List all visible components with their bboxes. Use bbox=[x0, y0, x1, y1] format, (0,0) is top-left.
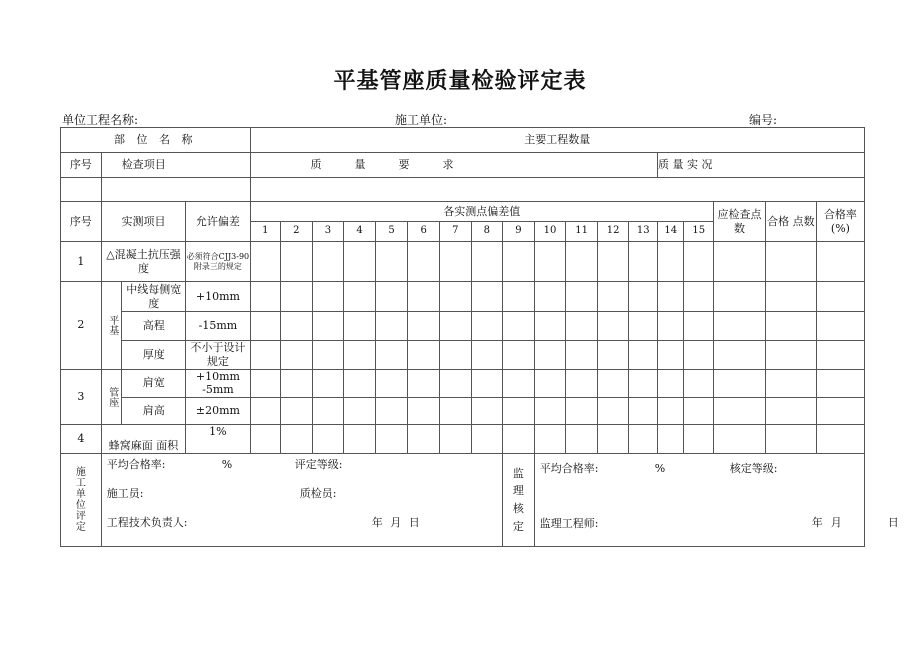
measurement-cell[interactable] bbox=[439, 398, 471, 425]
point-number: 2 bbox=[281, 222, 313, 242]
measurement-cell[interactable] bbox=[597, 369, 629, 398]
measurement-cell[interactable] bbox=[816, 425, 864, 454]
measurement-cell[interactable] bbox=[534, 242, 566, 282]
item-name: 肩高 bbox=[122, 398, 186, 425]
item-seq: 4 bbox=[61, 425, 102, 454]
measurement-cell[interactable] bbox=[503, 282, 535, 312]
measurement-cell[interactable] bbox=[657, 425, 683, 454]
measurement-cell[interactable] bbox=[312, 242, 344, 282]
item-allowance: ±20mm bbox=[186, 398, 250, 425]
measurement-cell[interactable] bbox=[713, 341, 765, 370]
measurement-cell[interactable] bbox=[713, 242, 765, 282]
measurement-cell[interactable] bbox=[684, 312, 714, 341]
measurement-cell[interactable] bbox=[471, 369, 503, 398]
measurement-cell[interactable] bbox=[312, 312, 344, 341]
measurement-cell[interactable] bbox=[684, 282, 714, 312]
check-item-header: 检查项目 bbox=[101, 153, 250, 178]
item-seq: 2 bbox=[61, 282, 102, 370]
sup-percent-sign: % bbox=[654, 462, 666, 475]
sup-engineer-label: 监理工程师: bbox=[539, 517, 599, 530]
measurement-cell[interactable] bbox=[566, 398, 598, 425]
measurement-cell[interactable] bbox=[408, 242, 440, 282]
allowed-deviation-header: 允许偏差 bbox=[186, 202, 250, 242]
page-title: 平基管座质量检验评定表 bbox=[333, 68, 587, 94]
measurement-cell[interactable] bbox=[439, 242, 471, 282]
measurement-cell[interactable] bbox=[439, 425, 471, 454]
measurement-cell[interactable] bbox=[684, 369, 714, 398]
measurement-cell[interactable] bbox=[312, 398, 344, 425]
measurement-cell[interactable] bbox=[250, 341, 281, 370]
inspector-label: 质检员: bbox=[299, 487, 337, 500]
measurement-cell[interactable] bbox=[657, 398, 683, 425]
measurement-cell[interactable] bbox=[471, 242, 503, 282]
measured-item-header: 实测项目 bbox=[101, 202, 186, 242]
item-name: △混凝土抗压强度 bbox=[101, 242, 186, 282]
measurement-cell[interactable] bbox=[344, 312, 376, 341]
measurement-cell[interactable] bbox=[281, 398, 313, 425]
should-check-header: 应检查点数 bbox=[713, 202, 765, 242]
item-allowance: +10mm bbox=[186, 282, 250, 312]
measurement-cell[interactable] bbox=[312, 425, 344, 454]
measurement-cell[interactable] bbox=[503, 369, 535, 398]
measurement-cell[interactable] bbox=[657, 341, 683, 370]
measurement-cell[interactable] bbox=[281, 312, 313, 341]
measurement-cell[interactable] bbox=[684, 398, 714, 425]
measurement-cell[interactable] bbox=[816, 282, 864, 312]
measurement-cell[interactable] bbox=[597, 341, 629, 370]
point-number: 8 bbox=[471, 222, 503, 242]
item-name: 中线每侧宽度 bbox=[122, 282, 186, 312]
measurement-cell[interactable] bbox=[629, 341, 658, 370]
sup-day-label: 日 bbox=[887, 516, 899, 529]
item-allowance: -15mm bbox=[186, 312, 250, 341]
point-number: 15 bbox=[684, 222, 714, 242]
measurement-cell[interactable] bbox=[765, 242, 816, 282]
measurement-cell[interactable] bbox=[597, 425, 629, 454]
tech-lead-label: 工程技术负责人: bbox=[106, 516, 188, 529]
point-number: 5 bbox=[375, 222, 408, 242]
measurement-cell[interactable] bbox=[250, 242, 281, 282]
measurement-cell[interactable] bbox=[534, 282, 566, 312]
measurement-cell[interactable] bbox=[534, 341, 566, 370]
measurement-cell[interactable] bbox=[566, 242, 598, 282]
point-number: 12 bbox=[597, 222, 629, 242]
measurement-cell[interactable] bbox=[439, 341, 471, 370]
point-number: 14 bbox=[657, 222, 683, 242]
measurement-cell[interactable] bbox=[713, 312, 765, 341]
seq-header-2: 序号 bbox=[61, 202, 102, 242]
empty-cell[interactable] bbox=[250, 178, 865, 202]
measurement-cell[interactable] bbox=[471, 425, 503, 454]
item-name: 蜂窝麻面 面积 bbox=[101, 425, 186, 454]
measurement-cell[interactable] bbox=[534, 369, 566, 398]
measurement-cell[interactable] bbox=[534, 398, 566, 425]
measurement-cell[interactable] bbox=[503, 312, 535, 341]
point-number: 9 bbox=[503, 222, 535, 242]
measurement-cell[interactable] bbox=[344, 341, 376, 370]
item-name: 高程 bbox=[122, 312, 186, 341]
quality-requirement-header: 质 量 要 求 bbox=[250, 153, 657, 178]
measurement-cell[interactable] bbox=[713, 398, 765, 425]
item-group: 平基 bbox=[101, 282, 121, 370]
grade-label: 评定等级: bbox=[294, 458, 343, 471]
measurement-cell[interactable] bbox=[250, 369, 281, 398]
measurement-cell[interactable] bbox=[597, 398, 629, 425]
measurement-cell[interactable] bbox=[281, 341, 313, 370]
inspection-table bbox=[60, 127, 899, 547]
part-name-label: 部 位 名 称 bbox=[61, 128, 251, 153]
measurement-cell[interactable] bbox=[657, 312, 683, 341]
sup-month-label: 月 bbox=[830, 516, 842, 529]
item-seq: 1 bbox=[61, 242, 102, 282]
measurement-cell[interactable] bbox=[534, 312, 566, 341]
measurement-cell[interactable] bbox=[657, 282, 683, 312]
pass-rate-header: 合格率(%) bbox=[816, 202, 864, 242]
point-number: 6 bbox=[408, 222, 440, 242]
measurement-cell[interactable] bbox=[765, 341, 816, 370]
point-number: 11 bbox=[566, 222, 598, 242]
sup-year-label: 年 bbox=[811, 516, 823, 529]
seq-header: 序号 bbox=[61, 153, 102, 178]
measurement-cell[interactable] bbox=[566, 282, 598, 312]
measurement-cell[interactable] bbox=[597, 312, 629, 341]
measurement-cell[interactable] bbox=[344, 369, 376, 398]
item-allowance: 不小于设计规定 bbox=[186, 341, 250, 370]
measurement-cell[interactable] bbox=[375, 282, 408, 312]
measurement-cell[interactable] bbox=[713, 369, 765, 398]
empty-cell[interactable] bbox=[61, 178, 102, 202]
measurement-cell[interactable] bbox=[684, 425, 714, 454]
measurement-cell[interactable] bbox=[765, 282, 816, 312]
point-number: 13 bbox=[629, 222, 658, 242]
measurement-cell[interactable] bbox=[408, 369, 440, 398]
measurement-cell[interactable] bbox=[250, 425, 281, 454]
measurement-cell[interactable] bbox=[503, 242, 535, 282]
measurement-cell[interactable] bbox=[629, 242, 658, 282]
supervision-eval-area[interactable] bbox=[535, 454, 899, 546]
measurement-cell[interactable] bbox=[816, 398, 864, 425]
measurement-cell[interactable] bbox=[713, 425, 765, 454]
measurement-cell[interactable] bbox=[629, 369, 658, 398]
construction-unit-label: 施工单位: bbox=[395, 113, 448, 127]
measurement-cell[interactable] bbox=[344, 398, 376, 425]
measurement-cell[interactable] bbox=[375, 312, 408, 341]
point-number: 1 bbox=[250, 222, 281, 242]
measurement-cell[interactable] bbox=[375, 369, 408, 398]
measurement-cell[interactable] bbox=[629, 425, 658, 454]
empty-cell[interactable] bbox=[101, 178, 250, 202]
measurement-cell[interactable] bbox=[250, 282, 281, 312]
measurement-cell[interactable] bbox=[250, 398, 281, 425]
supervision-eval-label: 监理核定 bbox=[503, 454, 535, 547]
measurement-cell[interactable] bbox=[250, 312, 281, 341]
measurement-cell[interactable] bbox=[344, 242, 376, 282]
measurement-cell[interactable] bbox=[684, 341, 714, 370]
measurement-cell[interactable] bbox=[344, 282, 376, 312]
measurement-cell[interactable] bbox=[629, 398, 658, 425]
construction-eval-label: 施工单位评定 bbox=[61, 454, 102, 547]
worker-label: 施工员: bbox=[106, 487, 144, 500]
sup-avg-rate-label: 平均合格率: bbox=[539, 462, 599, 475]
measurement-cell[interactable] bbox=[816, 341, 864, 370]
measurement-cell[interactable] bbox=[503, 398, 535, 425]
measurement-cell[interactable] bbox=[566, 341, 598, 370]
measurement-cell[interactable] bbox=[765, 425, 816, 454]
measurement-cell[interactable] bbox=[312, 341, 344, 370]
date-label: 年 月 日 bbox=[371, 516, 422, 529]
measured-points-header: 各实测点偏差值 bbox=[250, 202, 713, 222]
measurement-cell[interactable] bbox=[439, 282, 471, 312]
measurement-cell[interactable] bbox=[312, 369, 344, 398]
measurement-cell[interactable] bbox=[408, 425, 440, 454]
sup-grade-label: 核定等级: bbox=[729, 462, 778, 475]
measurement-cell[interactable] bbox=[408, 398, 440, 425]
construction-eval-area[interactable] bbox=[102, 454, 502, 546]
measurement-cell[interactable] bbox=[281, 282, 313, 312]
measurement-cell[interactable] bbox=[765, 369, 816, 398]
measurement-cell[interactable] bbox=[765, 398, 816, 425]
point-number: 10 bbox=[534, 222, 566, 242]
measurement-cell[interactable] bbox=[629, 282, 658, 312]
measurement-cell[interactable] bbox=[408, 341, 440, 370]
measurement-cell[interactable] bbox=[597, 282, 629, 312]
measurement-cell[interactable] bbox=[281, 425, 313, 454]
measurement-cell[interactable] bbox=[439, 312, 471, 341]
quality-status-header: 质 量 实 况 bbox=[657, 153, 864, 178]
measurement-cell[interactable] bbox=[684, 242, 714, 282]
item-allowance: 必须符合CJJ3-90附录三的规定 bbox=[186, 242, 250, 282]
percent-sign: % bbox=[221, 458, 233, 471]
measurement-cell[interactable] bbox=[629, 312, 658, 341]
measurement-cell[interactable] bbox=[471, 341, 503, 370]
item-allowance: +10mm -5mm bbox=[186, 369, 250, 398]
measurement-cell[interactable] bbox=[471, 282, 503, 312]
measurement-cell[interactable] bbox=[566, 312, 598, 341]
measurement-cell[interactable] bbox=[816, 369, 864, 398]
item-allowance: 1% bbox=[186, 425, 250, 454]
measurement-cell[interactable] bbox=[503, 425, 535, 454]
unit-project-label: 单位工程名称: bbox=[62, 113, 139, 127]
measurement-cell[interactable] bbox=[439, 369, 471, 398]
measurement-cell[interactable] bbox=[566, 425, 598, 454]
measurement-cell[interactable] bbox=[281, 242, 313, 282]
item-group: 管座 bbox=[101, 369, 121, 425]
main-quantity-label: 主要工程数量 bbox=[250, 128, 865, 153]
measurement-cell[interactable] bbox=[657, 369, 683, 398]
measurement-cell[interactable] bbox=[312, 282, 344, 312]
item-name: 肩宽 bbox=[122, 369, 186, 398]
measurement-cell[interactable] bbox=[765, 312, 816, 341]
measurement-cell[interactable] bbox=[713, 282, 765, 312]
item-name: 厚度 bbox=[122, 341, 186, 370]
measurement-cell[interactable] bbox=[657, 242, 683, 282]
measurement-cell[interactable] bbox=[375, 398, 408, 425]
measurement-cell[interactable] bbox=[408, 312, 440, 341]
avg-rate-label: 平均合格率: bbox=[106, 458, 166, 471]
form-number-label: 编号: bbox=[749, 113, 778, 127]
item-seq: 3 bbox=[61, 369, 102, 425]
measurement-cell[interactable] bbox=[375, 425, 408, 454]
measurement-cell[interactable] bbox=[375, 341, 408, 370]
measurement-cell[interactable] bbox=[566, 369, 598, 398]
measurement-cell[interactable] bbox=[281, 369, 313, 398]
measurement-cell[interactable] bbox=[344, 425, 376, 454]
measurement-cell[interactable] bbox=[534, 425, 566, 454]
measurement-cell[interactable] bbox=[816, 312, 864, 341]
measurement-cell[interactable] bbox=[597, 242, 629, 282]
measurement-cell[interactable] bbox=[503, 341, 535, 370]
measurement-cell[interactable] bbox=[471, 398, 503, 425]
measurement-cell[interactable] bbox=[375, 242, 408, 282]
measurement-cell[interactable] bbox=[816, 242, 864, 282]
point-number: 3 bbox=[312, 222, 344, 242]
pass-points-header: 合格 点数 bbox=[765, 202, 816, 242]
point-number: 4 bbox=[344, 222, 376, 242]
measurement-cell[interactable] bbox=[471, 312, 503, 341]
point-number: 7 bbox=[439, 222, 471, 242]
measurement-cell[interactable] bbox=[408, 282, 440, 312]
